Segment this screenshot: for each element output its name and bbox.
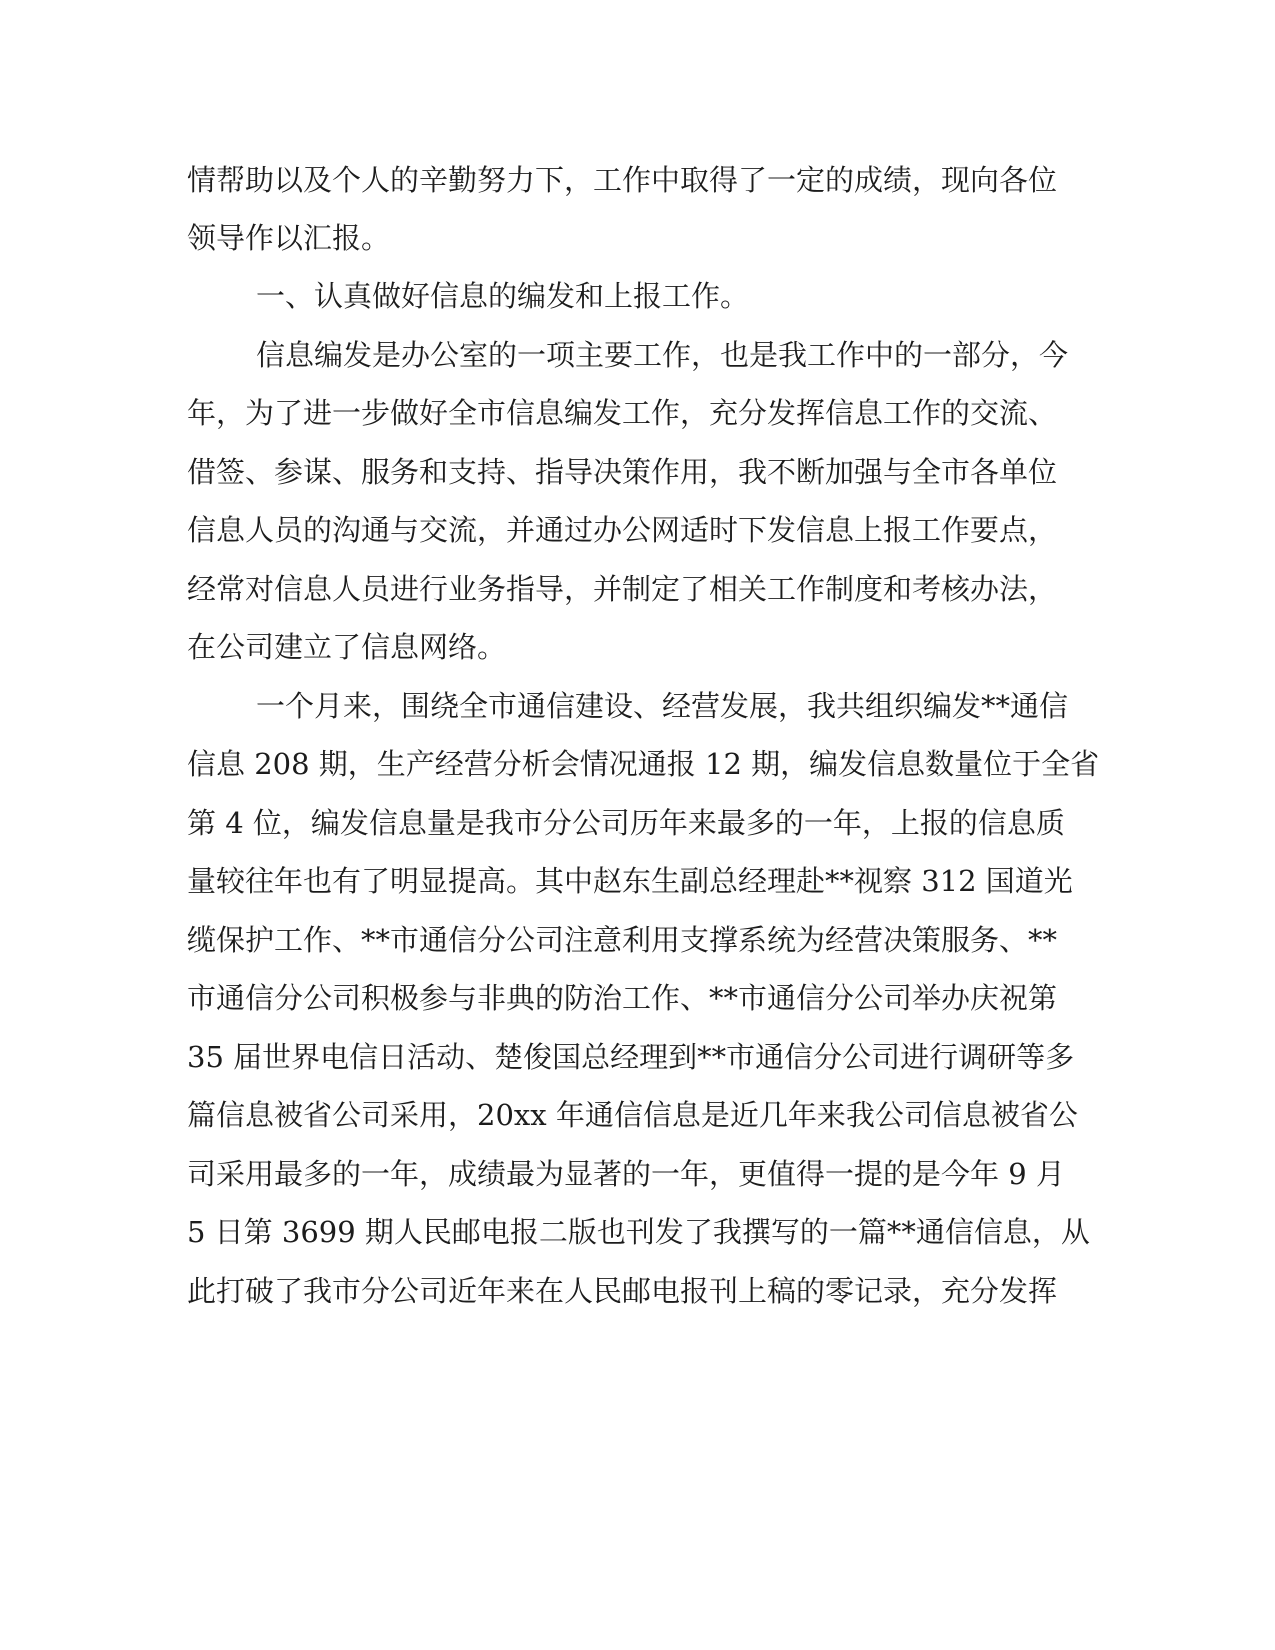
- text-line: 信息人员的沟通与交流，并通过办公网适时下发信息上报工作要点，: [187, 513, 1058, 547]
- text-line: 35 届世界电信日活动、楚俊国总经理到**市通信分公司进行调研等多: [187, 1040, 1075, 1074]
- text-line: 市通信分公司积极参与非典的防治工作、**市通信分公司举办庆祝第: [187, 981, 1058, 1015]
- text-line: 年，为了进一步做好全市信息编发工作，充分发挥信息工作的交流、: [187, 396, 1058, 430]
- text-line: 量较往年也有了明显提高。其中赵东生副总经理赴**视察 312 国道光: [187, 864, 1073, 898]
- text-line: 一个月来，围绕全市通信建设、经营发展，我共组织编发**通信: [256, 689, 1069, 723]
- text-line: 经常对信息人员进行业务指导，并制定了相关工作制度和考核办法，: [187, 572, 1058, 606]
- text-line: 情帮助以及个人的辛勤努力下，工作中取得了一定的成绩，现向各位: [187, 163, 1058, 197]
- text-line: 借签、参谋、服务和支持、指导决策作用，我不断加强与全市各单位: [187, 455, 1058, 489]
- text-line: 信息编发是办公室的一项主要工作，也是我工作中的一部分，今: [256, 338, 1069, 372]
- text-line: 信息 208 期，生产经营分析会情况通报 12 期，编发信息数量位于全省: [187, 747, 1100, 781]
- text-line: 篇信息被省公司采用，20xx 年通信信息是近几年来我公司信息被省公: [187, 1098, 1078, 1132]
- text-line: 第 4 位，编发信息量是我市分公司历年来最多的一年，上报的信息质: [187, 806, 1065, 840]
- text-line: 领导作以汇报。: [187, 221, 391, 255]
- section-heading: 一、认真做好信息的编发和上报工作。: [256, 279, 750, 313]
- text-line: 司采用最多的一年，成绩最为显著的一年，更值得一提的是今年 9 月: [187, 1157, 1065, 1191]
- text-line: 缆保护工作、**市通信分公司注意利用支撑系统为经营决策服务、**: [187, 923, 1058, 957]
- text-line: 此打破了我市分公司近年来在人民邮电报刊上稿的零记录，充分发挥: [187, 1274, 1058, 1308]
- text-line: 5 日第 3699 期人民邮电报二版也刊发了我撰写的一篇**通信信息，从: [187, 1215, 1090, 1249]
- text-line: 在公司建立了信息网络。: [187, 630, 507, 664]
